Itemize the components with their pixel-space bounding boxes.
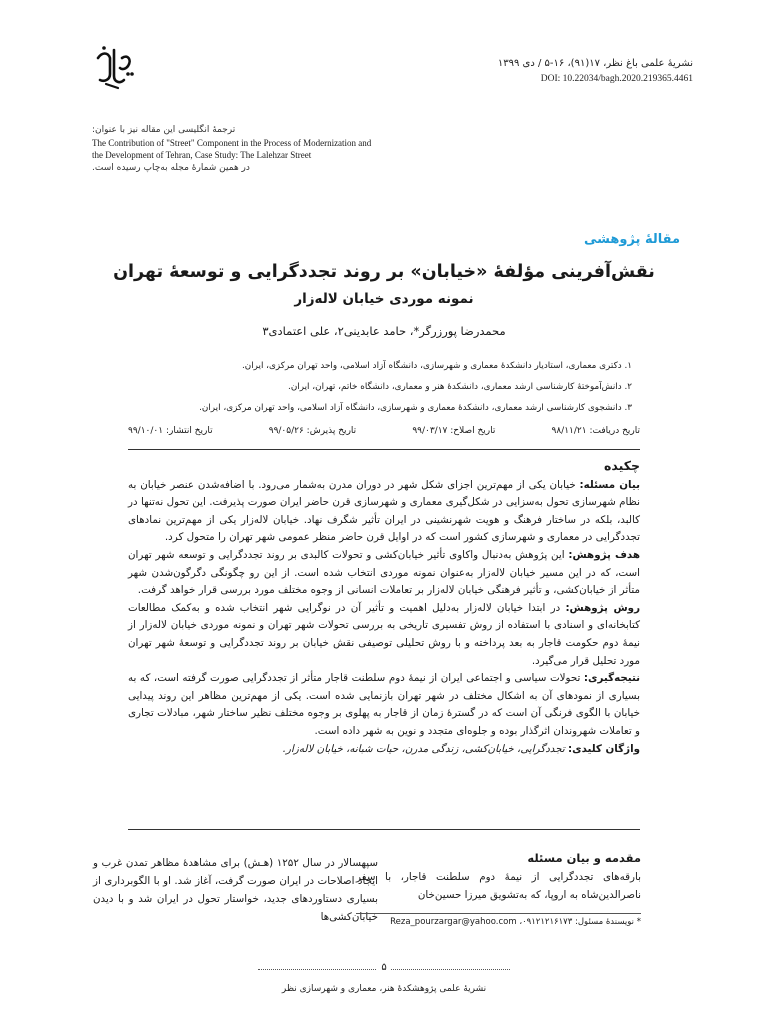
authors-line: محمدرضا پورزرگر*، حامد عابدینی۲، علی اعتمادی۳ — [262, 324, 506, 338]
english-translation-note — [92, 124, 422, 174]
english-title-line-2: the Development of Tehran, Case Study: The Lalehzar Street — [92, 150, 312, 160]
footnote-rule — [356, 913, 641, 914]
goal-label: هدف پژوهش: — [568, 548, 640, 561]
abstract-heading: چکیده — [604, 458, 640, 473]
affiliation-2: ۲. دانش‌آموختهٔ کارشناسی ارشد معماری، دانشکدهٔ هنر و معماری، دانشگاه خاتم، تهران، ایران. — [288, 382, 632, 392]
abstract-keywords — [128, 741, 640, 759]
intro-text-left: سپهسالار در سال ۱۲۵۲ (هـش) برای مشاهدهٔ مظاهر تمدن غرب و ایجاد اصلاحات در ایران صورت گرفت، آغاز شد. او با الگوبرداری از بسیاری دستاوردهای جدید، خواستار تحول در ایران شد و با دیدن خیابان‌کشی‌ها — [93, 857, 378, 923]
method-label: روش پژوهش: — [565, 601, 640, 614]
page-number — [0, 962, 768, 973]
conclusion-label: نتیجه‌گیری: — [583, 672, 641, 685]
goal-text: این پژوهش به‌دنبال واکاوی تأثیر خیابان‌کشی و تحولات کالبدی بر روند تجددگرایی و توسعه شهر تهران است، که در این مسیر خیابان لاله‌زار به‌عنوان نمونه موردی انتخاب شده است. از این رو چگونگی دگرگون‌شدن شهر متأثر از خیابان‌کشی، و تأثیر فرهنگی خیابان لاله‌زار بر تعاملات انسانی از وجوه مختلف مورد بررسی قرار خواهد گرفت. — [128, 548, 640, 597]
statement-text: خیابان یکی از مهم‌ترین اجزای شکل شهر در دوران مدرن به‌شمار می‌رود. با اضافه‌شدن عنصر خیابان به نظام شهرسازی تحول به‌سزایی در شکل‌گیری معماری و شهرسازی قرن حاضر ایران صورت پذیرفت. این تحول نه‌تنها در کالبد، بلکه در ساختار فرهنگ و هویت شهرنشینی در ایران تأثیر شگرف نهاد. خیابان لاله‌زار یکی از مهم‌ترین نمادهای تجددگرایی در معماری و شهرسازی کشور است که در اوایل قرن حاضر منظر عمومی شهر تهران را متحول کرد. — [128, 478, 640, 544]
dates-row — [128, 426, 640, 436]
statement-label: بیان مسئله: — [579, 478, 640, 491]
abstract-top-rule — [128, 449, 640, 450]
paper-subtitle: نمونه موردی خیابان لاله‌زار — [294, 291, 474, 307]
conclusion-text: تحولات سیاسی و اجتماعی ایران از نیمهٔ دوم سلطنت قاجار متأثر از تجددگرایی صورت گرفته است، که به بسیاری از نمودهای آن به اشکال مختلف در شهر تهران بازنمایی شده است. یکی از مهم‌ترین مظاهر این روند پیدایی خیابان با الگوی فرنگی آن است که در گسترهٔ زمان از قاجار به پهلوی بر وجوه مختلف نظیر ساختار شهر، مبادلات تجاری و تعاملات شهروندان اثرگذار بوده و جلوه‌ای متجدد و نوین به شهر داده است. — [128, 672, 640, 737]
abstract-bottom-rule — [128, 829, 640, 830]
date-revised: تاریخ اصلاح: ۹۹/۰۳/۱۷ — [412, 426, 496, 436]
keywords-text: تجددگرایی، خیابان‌کشی، زندگی مدرن، حیات شبانه، خیابان لاله‌زار. — [282, 742, 565, 755]
page-number-value: ۵ — [377, 962, 390, 973]
doi-link[interactable]: DOI: 10.22034/bagh.2020.219365.4461 — [540, 74, 693, 84]
abstract-goal — [128, 547, 640, 600]
abstract-method — [128, 600, 640, 670]
date-published: تاریخ انتشار: ۹۹/۱۰/۰۱ — [128, 426, 213, 436]
translation-intro: ترجمهٔ انگلیسی این مقاله نیز با عنوان: — [92, 125, 236, 135]
intro-column-right — [356, 849, 641, 904]
abstract-conclusion — [128, 670, 640, 740]
footer-journal-name: نشریهٔ علمی پژوهشکدهٔ هنر، معماری و شهرسازی نظر — [281, 984, 487, 994]
date-received: تاریخ دریافت: ۹۸/۱۱/۲۱ — [551, 426, 640, 436]
affiliation-3: ۳. دانشجوی کارشناسی ارشد معماری، دانشکدهٔ معماری و شهرسازی، دانشگاه آزاد اسلامی، واحد تهران مرکزی، ایران. — [199, 403, 632, 413]
intro-heading: مقدمه و بیان مسئله — [527, 851, 641, 865]
paper-title: نقش‌آفرینی مؤلفهٔ «خیابان» بر روند تجددگرایی و توسعهٔ تهران — [113, 262, 655, 282]
affiliations — [92, 356, 632, 419]
affiliation-1: ۱. دکتری معماری، استادیار دانشکدهٔ معماری و شهرسازی، دانشگاه آزاد اسلامی، واحد تهران مرکزی، ایران. — [241, 361, 632, 371]
intro-column-left — [93, 854, 378, 926]
date-accepted: تاریخ پذیرش: ۹۹/۰۵/۲۶ — [268, 426, 357, 436]
article-type-label: مقالهٔ پژوهشی — [583, 232, 680, 247]
abstract-section — [128, 457, 640, 758]
journal-reference: نشریهٔ علمی باغ نظر، ۱۷(۹۱)، ۱۶-۵ / دی ۱۳۹۹ — [497, 58, 693, 69]
method-text: در ابتدا خیابان لاله‌زار به‌دلیل اهمیت و تأثیر آن در نوگرایی شهر انتخاب شده و به‌کمک مطالعات کتابخانه‌ای و اسنادی با استفاده از روش تفسیری تاریخی به بررسی تحولات شهر تهران و نمونه موردی خیابان لاله‌زار از نیمهٔ دوم حکومت قاجار به بعد پرداخته و با روش تحلیلی توصیفی نقش خیابان بر روند تجددگرایی و توسعهٔ شهر تهران مورد تحلیل قرار می‌گیرد. — [128, 601, 640, 667]
journal-logo-mark — [92, 44, 136, 90]
journal-logo — [92, 44, 136, 90]
keywords-label: واژگان کلیدی: — [568, 742, 640, 755]
translation-outro: در همین شمارهٔ مجله به‌چاپ رسیده است. — [92, 162, 250, 173]
corresponding-author-footnote: * نویسندهٔ مسئول: ۰۹۱۲۱۲۱۶۱۷۳، Reza_pourzargar@yahoo.com — [390, 917, 641, 927]
english-title-line-1: The Contribution of "Street" Component in the Process of Modernization and — [92, 137, 372, 148]
intro-text-right: بارقه‌های تجددگرایی از نیمهٔ دوم سلطنت قاجار، با سفر ناصرالدین‌شاه به اروپا، که به‌تشویق میرزا حسین‌خان — [356, 871, 641, 901]
abstract-statement — [128, 477, 640, 547]
